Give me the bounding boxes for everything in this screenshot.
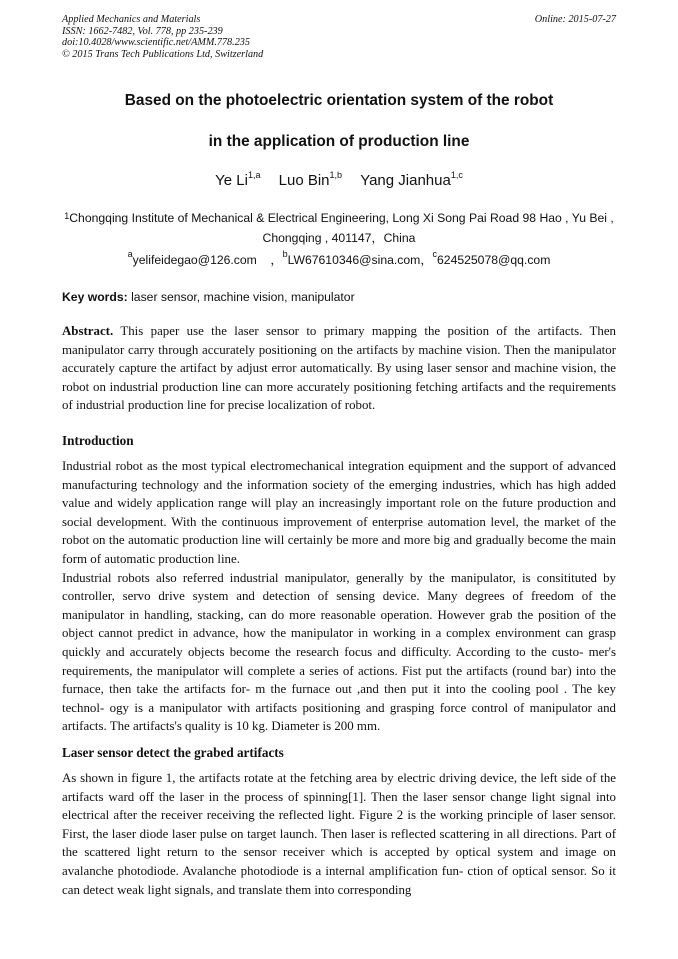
issn-line: ISSN: 1662-7482, Vol. 778, pp 235-239 (62, 25, 223, 37)
author: Ye Li$^{1,a}$ (215, 170, 261, 189)
section-heading-introduction: Introduction (62, 433, 134, 448)
paper-title-line-2: in the application of production line (208, 133, 470, 150)
affiliation: $^1$Chongqing Institute of Mechanical & Electrical Engineering, Long Xi Song Pai Road 98 Hao , Yu Bei , Chongqing , 401147，China (64, 211, 614, 245)
abstract-text: This paper use the laser sensor to primary mapping the position of the artifacts. Then manipulator carry through accurately positioning on the artifacts by machine vision. Then the manipulator accurately capture the artifact by adjust error automatically. By using laser sensor and machine vision, the robot on industrial production line can more accurately positioning fetching artifacts and the requirements of industrial production line for precise localization of robot. (62, 324, 616, 413)
paper-title-line-1: Based on the photoelectric orientation system of the robot (124, 92, 554, 109)
section-heading-laser-sensor: Laser sensor detect the grabed artifacts (62, 745, 284, 760)
introduction-body (62, 457, 616, 736)
copyright-line: © 2015 Trans Tech Publications Ltd, Switzerland (62, 48, 264, 60)
paragraph: Industrial robots also referred industrial manipulator, generally by the manipulator, is consitituted by controller, servo drive system and detection of sensing device. Many degrees of freedom of the manipulator in handling, stacking, can do more reasonable operation. However grab the position of the object cannot predict in advance, how the manipulator in working in a complex environment can grasp quickly and accurately objects become the research focus and difficulty. According to the custo- mer's requirements, the manipulator will complete a series of actions. Fist put the artifacts (round bar) into the furnace, then take the artifacts for- m the furnace out ,and then put it into the cooling pool . The key technol- ogy is a manipulator with artifacts positioning and grasping force control of manipulator and artifacts. The artifacts's quality is 10 kg. Diameter is 200 mm. (62, 570, 616, 734)
paragraph: As shown in figure 1, the artifacts rotate at the fetching area by electric driving device, the left side of the artifacts ward off the laser in the process of spinning[1]. Then the laser sensor change light signal into electrical after the receiver receiving the reflected light. Figure 2 is the working principle of laser sensor. First, the laser diode laser pulse on target launch. Then laser is reflected scattering in all directions. Part of the scattered light return to the sensor receiver which is accepted by optical system and image on avalanche photodiode. Avalanche photodiode is a internal amplification fun- ction of optical sensor. So it can detect weak light signals, and translate them into corresponding (62, 771, 616, 897)
author: Yang Jianhua$^{1,c}$ (360, 170, 463, 189)
abstract-label: Abstract. (62, 324, 114, 338)
journal-name: Applied Mechanics and Materials (62, 14, 201, 25)
keywords-text: laser sensor, machine vision, manipulator (127, 290, 355, 304)
email[interactable]: yelifeidegao@126.com (132, 253, 257, 267)
page-header (62, 14, 616, 60)
laser-section-body (62, 769, 616, 899)
keywords (62, 290, 616, 304)
email[interactable]: LW67610346@sina.com (287, 253, 421, 267)
online-date: Online: 2015-07-27 (534, 14, 616, 25)
doi-line: doi:10.4028/www.scientific.net/AMM.778.235 (62, 37, 250, 49)
email-list: $^a$yelifeidegao@126.com ，$^b$LW67610346@sina.com，$^c$624525078@qq.com (127, 249, 551, 267)
email[interactable]: 624525078@qq.com (437, 253, 551, 267)
paragraph: Industrial robot as the most typical electromechanical integration equipment and the support of advanced manufacturing technology and the information society of the emerging industries, which has high added value and widely application range will play an increasingly important role on the future production and social development. With the continuous improvement of enterprise automation level, the market of the robot on the automatic production line will certainly be more and more big and gradually become the main form of automatic production line. (62, 459, 616, 566)
keywords-label: Key words: (62, 290, 128, 304)
abstract (62, 322, 616, 415)
author: Luo Bin$^{1,b}$ (278, 170, 343, 189)
author-list (0, 172, 678, 189)
